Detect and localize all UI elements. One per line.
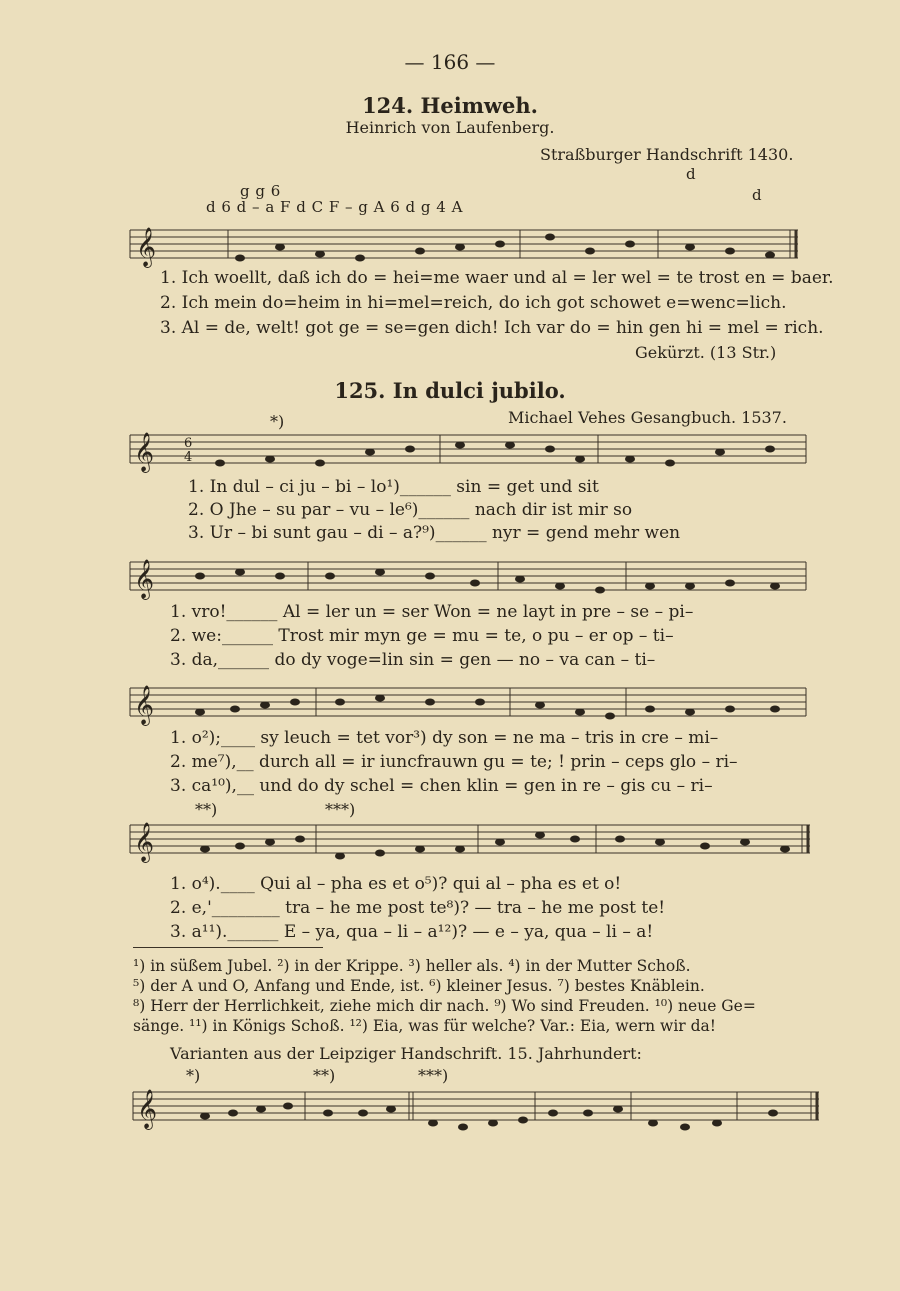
song-125-s4-line-2: 2. e,'________ tra – he me post te⁸)? — tra – he me post te! <box>170 898 666 918</box>
song-125-title: 125. In dulci jubilo. <box>334 378 566 403</box>
page-number: — 166 — <box>404 50 496 74</box>
footnote-mark-2: **) <box>195 800 218 819</box>
music-staff-125-4 <box>130 815 810 865</box>
footnote-line-2: ⁵) der A und O, Anfang und Ende, ist. ⁶) kleiner Jesus. ⁷) bestes Knäblein. <box>133 977 705 995</box>
footnote-line-3: ⁸) Herr der Herrlichkeit, ziehe mich dir nach. ⁹) Wo sind Freuden. ¹⁰) neue Ge= <box>133 997 756 1015</box>
chord-extra-right: d <box>752 186 763 204</box>
music-staff-125-3 <box>130 678 810 728</box>
music-staff-124 <box>130 220 810 270</box>
song-125-s2-line-1: 1. vro!______ Al = ler un = ser Won = ne layt in pre – se – pi– <box>170 602 694 622</box>
variant-mark-1: *) <box>186 1066 201 1085</box>
chord-extra-top: d <box>686 165 697 183</box>
song-124-title: 124. Heimweh. <box>362 93 538 118</box>
chords-main-row: d 6 d – a F d C F – g A 6 d g 4 A <box>206 198 463 216</box>
music-staff-125-2 <box>130 552 810 602</box>
chords-top-row: g g 6 <box>240 182 281 200</box>
song-125-s4-line-3: 3. a¹¹).______ E – ya, qua – li – a¹²)? — e – ya, qua – li – a! <box>170 922 654 942</box>
song-125-s3-line-3: 3. ca¹⁰),__ und do dy schel = chen klin = gen in re – gis cu – ri– <box>170 776 713 796</box>
music-staff-variants <box>133 1082 823 1137</box>
song-125-s3-line-1: 1. o²);____ sy leuch = tet vor³) dy son = ne ma – tris in cre – mi– <box>170 728 719 748</box>
svg-text:𝄞: 𝄞 <box>134 432 155 472</box>
variants-heading: Varianten aus der Leipziger Handschrift. 15. Jahrhundert: <box>170 1044 642 1063</box>
song-125-s3-line-2: 2. me⁷),__ durch all = ir iuncfrauwn gu = te; ! prin – ceps glo – ri– <box>170 752 738 772</box>
song-124-verse-2: 2. Ich mein do=heim in hi=mel=reich, do ich got schowet e=wenc=lich. <box>160 293 787 313</box>
song-125-source: Michael Vehes Gesangbuch. 1537. <box>508 408 787 427</box>
footnote-divider <box>133 947 323 948</box>
song-125-s1-line-3: 3. Ur – bi sunt gau – di – a?⁹)______ nyr = gend mehr wen <box>188 523 681 543</box>
svg-text:𝄞: 𝄞 <box>134 685 155 725</box>
variant-mark-3: ***) <box>418 1066 449 1085</box>
variant-mark-2: **) <box>313 1066 336 1085</box>
song-124-note: Gekürzt. (13 Str.) <box>635 343 777 362</box>
song-125-s1-line-1: 1. In dul – ci ju – bi – lo¹)______ sin = get und sit <box>188 477 599 497</box>
footnote-line-1: ¹) in süßem Jubel. ²) in der Krippe. ³) heller als. ⁴) in der Mutter Schoß. <box>133 957 691 975</box>
song-125-s1-line-2: 2. O Jhe – su par – vu – le⁶)______ nach dir ist mir so <box>188 500 633 520</box>
song-124-verse-3: 3. Al = de, welt! got ge = se=gen dich! Ich var do = hin gen hi = mel = rich. <box>160 318 824 338</box>
song-124-source: Straßburger Handschrift 1430. <box>540 145 794 164</box>
svg-text:𝄞: 𝄞 <box>134 559 155 599</box>
svg-text:4: 4 <box>184 450 193 465</box>
song-125-s2-line-2: 2. we:______ Trost mir myn ge = mu = te, o pu – er op – ti– <box>170 626 674 646</box>
song-124-author: Heinrich von Laufenberg. <box>345 118 555 137</box>
svg-text:𝄞: 𝄞 <box>137 1089 158 1129</box>
footnote-line-4: sänge. ¹¹) in Königs Schoß. ¹²) Eia, was für welche? Var.: Eia, wern wir da! <box>133 1017 717 1035</box>
svg-text:𝄞: 𝄞 <box>136 227 157 267</box>
footnote-mark-3: ***) <box>325 800 356 819</box>
footnote-mark-1: *) <box>270 412 285 431</box>
svg-text:6: 6 <box>184 436 193 451</box>
song-125-s2-line-3: 3. da,______ do dy voge=lin sin = gen — no – va can – ti– <box>170 650 656 670</box>
svg-text:𝄞: 𝄞 <box>134 822 155 862</box>
song-125-s4-line-1: 1. o⁴).____ Qui al – pha es et o⁵)? qui al – pha es et o! <box>170 874 622 894</box>
music-staff-125-1 <box>130 425 810 475</box>
song-124-verse-1: 1. Ich woellt, daß ich do = hei=me waer und al = ler wel = te trost en = baer. <box>160 268 834 288</box>
